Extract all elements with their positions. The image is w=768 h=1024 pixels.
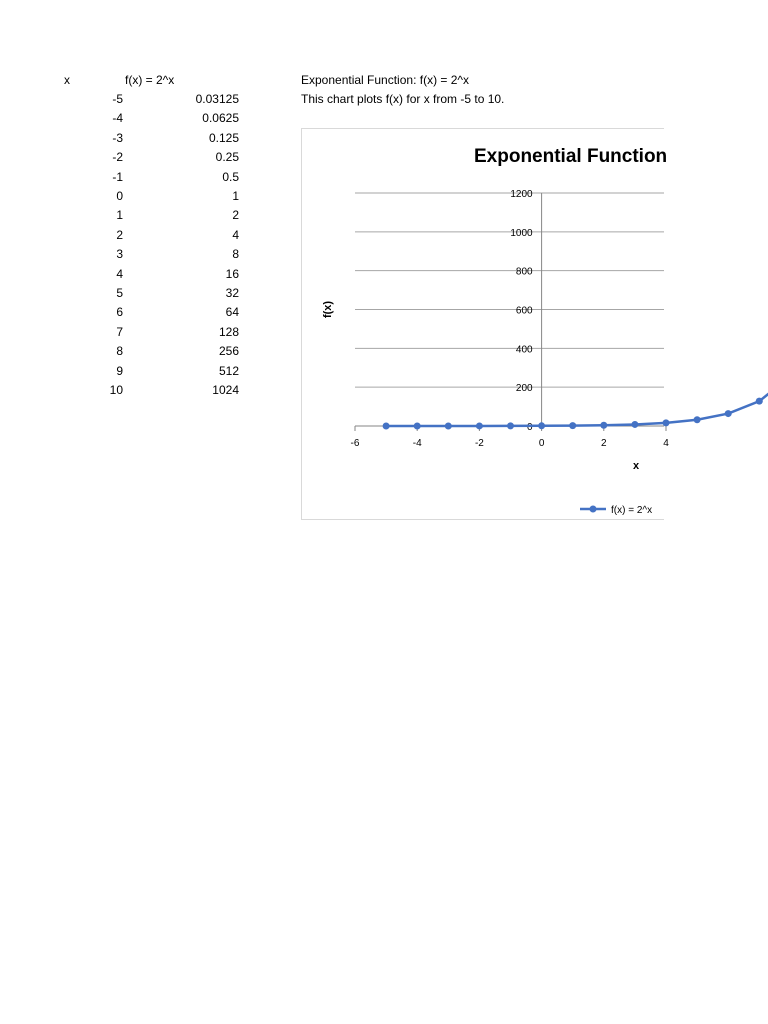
- y-tick-label: 1000: [510, 227, 533, 239]
- cell-fx[interactable]: 0.0625: [202, 111, 239, 125]
- cell-fx[interactable]: 0.5: [222, 170, 239, 184]
- cell-fx[interactable]: 32: [225, 286, 239, 300]
- legend-label: f(x) = 2^x: [611, 505, 653, 516]
- cell-fx[interactable]: 128: [218, 325, 239, 339]
- cell-fx[interactable]: 0.03125: [195, 92, 239, 106]
- chart-heading-note[interactable]: Exponential Function: f(x) = 2^x: [301, 73, 470, 87]
- data-point: [663, 419, 670, 426]
- data-point: [725, 410, 732, 417]
- cell-fx[interactable]: 512: [218, 364, 239, 378]
- cell-x[interactable]: -1: [112, 170, 123, 184]
- cell-x[interactable]: 9: [116, 364, 123, 378]
- cell-fx[interactable]: 0.25: [215, 150, 239, 164]
- y-axis-title: f(x): [322, 300, 334, 319]
- cell-fx[interactable]: 16: [225, 267, 239, 281]
- cell-fx[interactable]: 0.125: [208, 131, 239, 145]
- cell-x[interactable]: 1: [116, 208, 123, 222]
- x-tick-label: -2: [474, 438, 484, 449]
- cell-fx[interactable]: 256: [218, 344, 239, 358]
- data-point: [476, 422, 483, 429]
- x-tick-label: 4: [663, 438, 669, 449]
- y-tick-label: 0: [527, 422, 533, 433]
- cell-x[interactable]: 3: [116, 247, 123, 261]
- x-tick-label: 0: [538, 438, 545, 449]
- cell-x[interactable]: 8: [116, 344, 123, 358]
- x-tick-label: -6: [350, 438, 360, 449]
- chart-container[interactable]: [301, 128, 669, 520]
- column-header-fx[interactable]: f(x) = 2^x: [125, 73, 175, 87]
- cell-x[interactable]: 5: [116, 286, 123, 300]
- cell-x[interactable]: -4: [112, 111, 123, 125]
- series-line: [386, 227, 768, 426]
- cell-fx[interactable]: 8: [232, 247, 239, 261]
- y-tick-label: 400: [515, 344, 533, 356]
- data-point: [694, 416, 701, 423]
- cell-x[interactable]: -5: [112, 92, 123, 106]
- cell-x[interactable]: 4: [116, 267, 123, 281]
- cell-fx[interactable]: 64: [225, 305, 239, 319]
- x-axis-title: x: [632, 460, 640, 472]
- data-point: [414, 422, 421, 429]
- data-point: [445, 422, 452, 429]
- data-point: [538, 422, 545, 429]
- cell-x[interactable]: -3: [112, 131, 123, 145]
- x-tick-label: -4: [412, 438, 422, 449]
- data-point: [600, 422, 607, 429]
- y-tick-label: 200: [515, 383, 533, 395]
- cell-x[interactable]: 0: [116, 189, 123, 203]
- cell-fx[interactable]: 2: [232, 208, 239, 222]
- x-tick-label: 2: [601, 438, 607, 449]
- chart-description-note[interactable]: This chart plots f(x) for x from -5 to 10.: [301, 92, 505, 106]
- cell-x[interactable]: -2: [112, 150, 123, 164]
- cell-fx[interactable]: 4: [232, 228, 239, 242]
- y-tick-label: 1200: [510, 189, 533, 200]
- data-point: [569, 422, 576, 429]
- cell-x[interactable]: 2: [116, 228, 123, 242]
- cell-fx[interactable]: 1024: [212, 383, 239, 397]
- cell-x[interactable]: 10: [109, 383, 123, 397]
- data-point: [631, 421, 638, 428]
- y-tick-label: 600: [515, 305, 533, 317]
- data-point: [507, 422, 514, 429]
- y-tick-label: 800: [515, 266, 533, 278]
- cell-x[interactable]: 6: [116, 305, 123, 319]
- chart-svg: [302, 129, 669, 519]
- column-header-x[interactable]: x: [64, 73, 70, 87]
- data-point: [383, 422, 390, 429]
- data-point: [756, 398, 763, 405]
- cell-fx[interactable]: 1: [232, 189, 239, 203]
- cell-x[interactable]: 7: [116, 325, 123, 339]
- legend-marker: [590, 506, 597, 513]
- chart-title: Exponential Function: [474, 146, 668, 167]
